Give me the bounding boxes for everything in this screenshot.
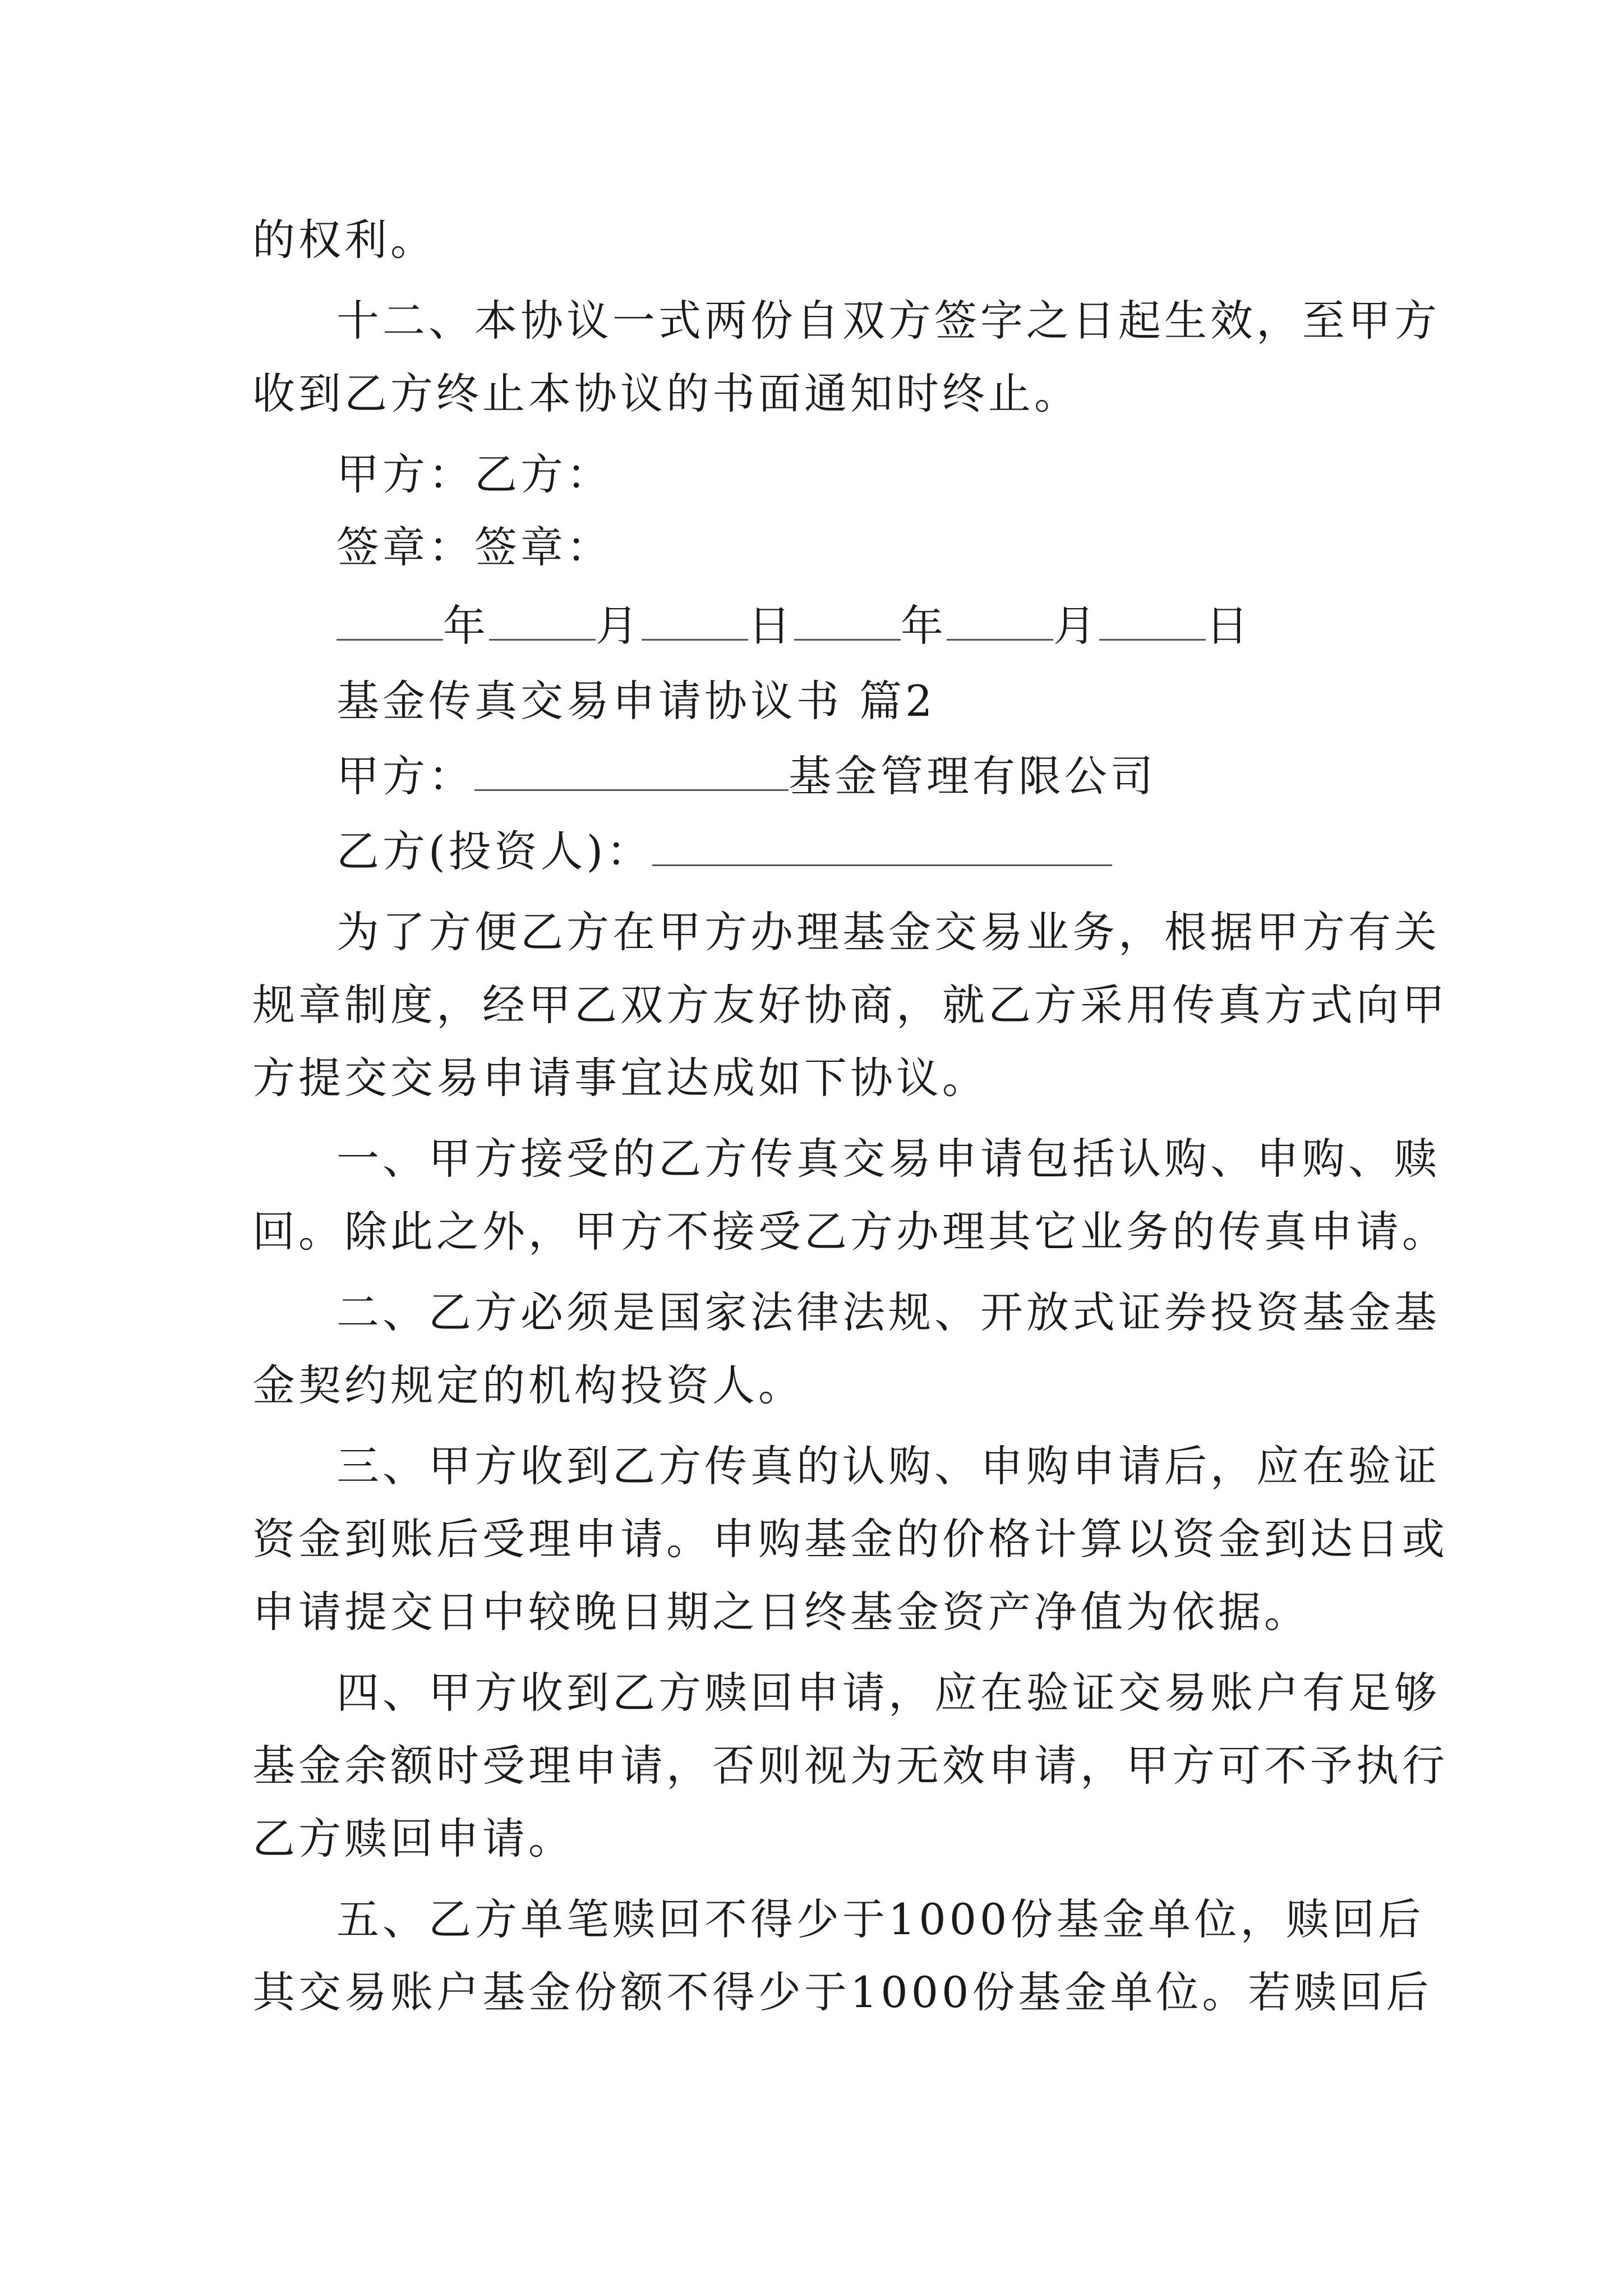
paragraph-line: 一、甲方接受的乙方传真交易申请包括认购、申购、赎 [336,1134,1440,1184]
party-b-label: 乙方(投资人)： [336,826,653,876]
blank-line [336,600,443,641]
paragraph-line: 四、甲方收到乙方赎回申请，应在验证交易账户有足够 [336,1668,1440,1718]
paragraph-line: 基金余额时受理申请，否则视为无效申请，甲方可不予执行 [252,1741,1448,1791]
blank-line [947,600,1053,641]
blank-line [474,750,789,791]
blank-line [652,825,1112,866]
paragraph-line: 回。除此之外，甲方不接受乙方办理其它业务的传真申请。 [252,1207,1448,1257]
paragraph-line: 乙方赎回申请。 [252,1814,574,1864]
year-label: 年 [901,601,947,651]
paragraph-line: 五、乙方单笔赎回不得少于1000份基金单位，赎回后 [336,1894,1424,1944]
year-label: 年 [443,601,489,651]
paragraph-line: 资金到账后受理申请。申购基金的价格计算以资金到达日或 [252,1514,1448,1564]
signature-parties: 甲方：乙方： [336,449,612,499]
section-heading: 基金传真交易申请协议书 篇2 [336,676,936,726]
blank-line [489,600,596,641]
date-row [336,598,1252,654]
paragraph-line: 收到乙方终止本协议的书面通知时终止。 [252,369,1080,418]
day-label: 日 [1206,601,1252,651]
paragraph-line: 十二、本协议一式两份自双方签字之日起生效，至甲方 [336,296,1440,346]
month-label: 月 [1053,601,1099,651]
party-a-line [336,748,1156,804]
paragraph-line: 方提交交易申请事宜达成如下协议。 [252,1053,988,1103]
paragraph-line: 金契约规定的机构投资人。 [252,1360,804,1410]
blank-line [642,600,748,641]
paragraph-line: 为了方便乙方在甲方办理基金交易业务，根据甲方有关 [336,907,1440,957]
party-b-line [336,823,1112,880]
paragraph-line: 的权利。 [252,215,436,265]
party-a-label: 甲方： [336,751,474,801]
blank-line [794,600,901,641]
paragraph-line: 二、乙方必须是国家法律法规、开放式证券投资基金基 [336,1287,1440,1337]
blank-line [1099,600,1206,641]
month-label: 月 [596,601,642,651]
paragraph-line: 其交易账户基金份额不得少于1000份基金单位。若赎回后 [252,1967,1432,2017]
paragraph-line: 三、甲方收到乙方传真的认购、申购申请后，应在验证 [336,1441,1440,1491]
party-a-suffix: 基金管理有限公司 [789,751,1156,801]
signature-seals: 签章：签章： [336,522,612,572]
paragraph-line: 申请提交日中较晚日期之日终基金资产净值为依据。 [252,1587,1310,1637]
day-label: 日 [748,601,794,651]
paragraph-line: 规章制度，经甲乙双方友好协商，就乙方采用传真方式向甲 [252,980,1448,1030]
